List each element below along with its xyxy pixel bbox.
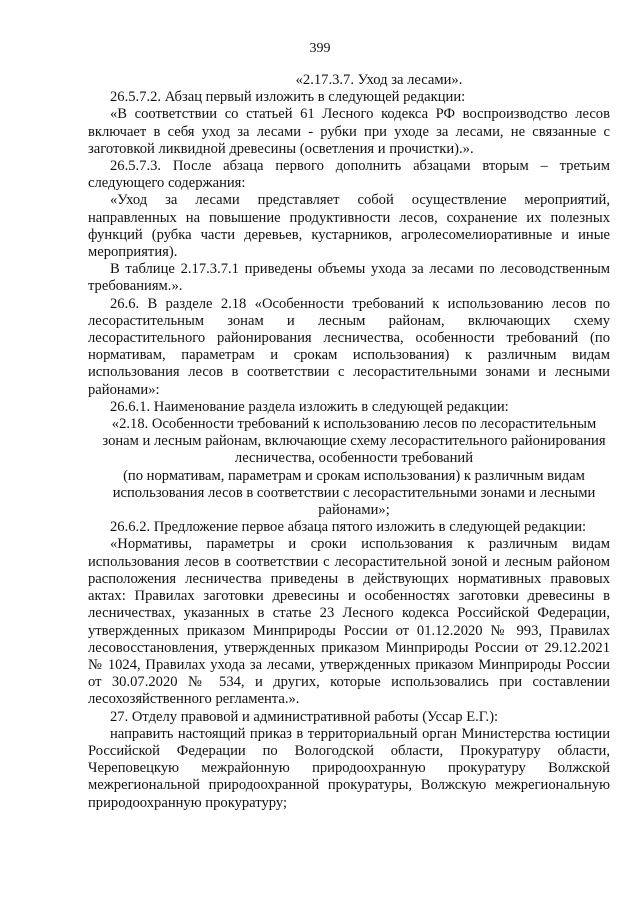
paragraph-27: 27. Отделу правовой и административной работы (Уссар Е.Г.):	[110, 708, 499, 725]
paragraph-norms-quote: «Нормативы, параметры и сроки использования к различным видам использования лесов в соответствии с лесорастительной зоной и лесным районом расположения лесничества приведены в действующих нормативных правовых актах: Правилах заготовки древесины и особенностях заготовки древесины в лесничествах, указанных в статье 23 Лесного кодекса Российской Федерации, утвержденных приказом Минприроды России от 01.12.2020 № 993, Правилах лесовосстановления, утвержденных приказом Минприроды России от 29.12.2021 № 1024, Правилах ухода за лесами, утвержденных приказом Минприроды России от 30.07.2020 № 534, и других, которые использовались при составлении лесохозяйственного регламента.».	[88, 536, 610, 708]
paragraph-26-6-2: 26.6.2. Предложение первое абзаца пятого изложить в следующей редакции:	[110, 519, 587, 536]
document-body	[88, 72, 610, 812]
section-heading-quote: «2.17.3.7. Уход за лесами».	[295, 72, 463, 88]
paragraph-26-5-7-2: 26.5.7.2. Абзац первый изложить в следующей редакции:	[110, 89, 466, 106]
section-title-2-18-part1: «2.18. Особенности требований к использованию лесов по лесорастительным зонам и лесным районам, включающие схему лесорастительного районирования лесничества, особенности требований	[102, 416, 606, 467]
paragraph-26-5-7-3: 26.5.7.3. После абзаца первого дополнить абзацами вторым – третьим следующего содержания:	[88, 158, 610, 192]
paragraph-send-order: направить настоящий приказ в территориальный орган Министерства юстиции Российской Федерации по Вологодской области, Прокуратуру области, Череповецкую межрайонную природоохранную прокуратуру Волжской межрегиональной природоохранной прокуратуры, Волжскую межрегиональную природоохранную прокуратуру;	[88, 725, 610, 811]
paragraph-quote-article-61: «В соответствии со статьей 61 Лесного кодекса РФ воспроизводство лесов включает в себя уход за лесами - рубки при уходе за лесами, не связанные с заготовкой ликвидной древесины (осветления и прочистки).».	[88, 106, 610, 157]
paragraph-26-6: 26.6. В разделе 2.18 «Особенности требований к использованию лесов по лесорастительным зонам и лесным районам, включающих схему лесорастительного районирования лесничества, особенности требований (по нормативам, параметрам и срокам использования) к различным видам использования лесов в соответствии с лесорастительными зонами и лесными районами»:	[88, 295, 610, 398]
section-title-2-18-part2: (по нормативам, параметрам и срокам использования) к различным видам использования лесов в соответствии с лесорастительными зонами и лесными районами»;	[112, 467, 596, 519]
page-number: 399	[309, 41, 331, 56]
paragraph-26-6-1: 26.6.1. Наименование раздела изложить в следующей редакции:	[110, 398, 509, 415]
paragraph-forest-care-definition: «Уход за лесами представляет собой осуществление мероприятий, направленных на повышение продуктивности лесов, сохранение их полезных функций (рубка части деревьев, кустарников, агролесомелиоративные и иные мероприятия).	[88, 192, 610, 261]
paragraph-table-reference: В таблице 2.17.3.7.1 приведены объемы ухода за лесами по лесоводственным требованиям.».	[88, 261, 610, 295]
